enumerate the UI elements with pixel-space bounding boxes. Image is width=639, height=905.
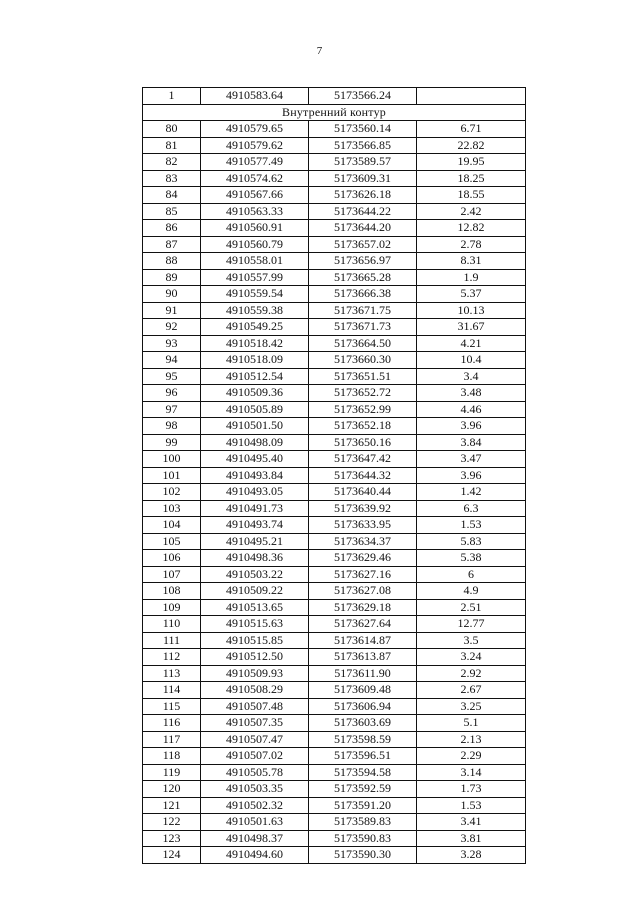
segment-length-cell: 3.48 [417, 385, 526, 402]
table-row [143, 451, 526, 468]
table-row [143, 286, 526, 303]
x-coordinate-cell: 4910501.63 [201, 814, 309, 831]
section-header-row [143, 104, 526, 121]
segment-length-cell: 2.67 [417, 682, 526, 699]
table-row [143, 797, 526, 814]
point-number-cell: 92 [143, 319, 201, 336]
table-row [143, 830, 526, 847]
y-coordinate-cell: 5173589.83 [309, 814, 417, 831]
point-number-cell: 114 [143, 682, 201, 699]
point-number-cell: 103 [143, 500, 201, 517]
table-row [143, 203, 526, 220]
table-row [143, 467, 526, 484]
table-row [143, 368, 526, 385]
point-number-cell: 94 [143, 352, 201, 369]
y-coordinate-cell: 5173590.83 [309, 830, 417, 847]
segment-length-cell: 5.1 [417, 715, 526, 732]
point-number-cell: 105 [143, 533, 201, 550]
table-row [143, 616, 526, 633]
y-coordinate-cell: 5173647.42 [309, 451, 417, 468]
segment-length-cell: 5.83 [417, 533, 526, 550]
table-row [143, 335, 526, 352]
x-coordinate-cell: 4910498.36 [201, 550, 309, 567]
segment-length-cell: 2.78 [417, 236, 526, 253]
y-coordinate-cell: 5173629.18 [309, 599, 417, 616]
table-row [143, 781, 526, 798]
point-number-cell: 100 [143, 451, 201, 468]
segment-length-cell: 1.9 [417, 269, 526, 286]
segment-length-cell: 4.46 [417, 401, 526, 418]
table-row [143, 500, 526, 517]
point-number-cell: 89 [143, 269, 201, 286]
segment-length-cell: 4.21 [417, 335, 526, 352]
x-coordinate-cell: 4910559.54 [201, 286, 309, 303]
segment-length-cell: 6.71 [417, 121, 526, 138]
y-coordinate-cell: 5173589.57 [309, 154, 417, 171]
segment-length-cell: 18.55 [417, 187, 526, 204]
table-row [143, 484, 526, 501]
table-row [143, 88, 526, 105]
x-coordinate-cell: 4910498.37 [201, 830, 309, 847]
segment-length-cell: 22.82 [417, 137, 526, 154]
point-number-cell: 81 [143, 137, 201, 154]
x-coordinate-cell: 4910574.62 [201, 170, 309, 187]
point-number-cell: 98 [143, 418, 201, 435]
y-coordinate-cell: 5173644.32 [309, 467, 417, 484]
x-coordinate-cell: 4910579.62 [201, 137, 309, 154]
y-coordinate-cell: 5173657.02 [309, 236, 417, 253]
x-coordinate-cell: 4910509.22 [201, 583, 309, 600]
point-number-cell: 87 [143, 236, 201, 253]
y-coordinate-cell: 5173633.95 [309, 517, 417, 534]
segment-length-cell: 2.92 [417, 665, 526, 682]
table-row [143, 715, 526, 732]
table-row [143, 385, 526, 402]
y-coordinate-cell: 5173652.99 [309, 401, 417, 418]
point-number-cell: 96 [143, 385, 201, 402]
table-row [143, 220, 526, 237]
x-coordinate-cell: 4910512.54 [201, 368, 309, 385]
x-coordinate-cell: 4910512.50 [201, 649, 309, 666]
y-coordinate-cell: 5173639.92 [309, 500, 417, 517]
x-coordinate-cell: 4910493.05 [201, 484, 309, 501]
point-number-cell: 121 [143, 797, 201, 814]
segment-length-cell: 3.25 [417, 698, 526, 715]
table-row [143, 352, 526, 369]
segment-length-cell: 3.24 [417, 649, 526, 666]
y-coordinate-cell: 5173609.48 [309, 682, 417, 699]
point-number-cell: 113 [143, 665, 201, 682]
segment-length-cell: 2.42 [417, 203, 526, 220]
x-coordinate-cell: 4910559.38 [201, 302, 309, 319]
x-coordinate-cell: 4910505.78 [201, 764, 309, 781]
point-number-cell: 111 [143, 632, 201, 649]
x-coordinate-cell: 4910491.73 [201, 500, 309, 517]
x-coordinate-cell: 4910577.49 [201, 154, 309, 171]
y-coordinate-cell: 5173656.97 [309, 253, 417, 270]
point-number-cell: 116 [143, 715, 201, 732]
segment-length-cell: 3.84 [417, 434, 526, 451]
x-coordinate-cell: 4910502.32 [201, 797, 309, 814]
y-coordinate-cell: 5173594.58 [309, 764, 417, 781]
x-coordinate-cell: 4910515.85 [201, 632, 309, 649]
y-coordinate-cell: 5173644.22 [309, 203, 417, 220]
point-number-cell: 99 [143, 434, 201, 451]
y-coordinate-cell: 5173665.28 [309, 269, 417, 286]
y-coordinate-cell: 5173666.38 [309, 286, 417, 303]
table-row [143, 121, 526, 138]
y-coordinate-cell: 5173614.87 [309, 632, 417, 649]
point-number-cell: 88 [143, 253, 201, 270]
segment-length-cell: 10.4 [417, 352, 526, 369]
point-number-cell: 112 [143, 649, 201, 666]
y-coordinate-cell: 5173652.72 [309, 385, 417, 402]
table-row [143, 748, 526, 765]
table-row [143, 632, 526, 649]
table-row [143, 764, 526, 781]
table-row [143, 566, 526, 583]
x-coordinate-cell: 4910518.42 [201, 335, 309, 352]
x-coordinate-cell: 4910583.64 [201, 88, 309, 105]
x-coordinate-cell: 4910495.21 [201, 533, 309, 550]
point-number-cell: 117 [143, 731, 201, 748]
x-coordinate-cell: 4910508.29 [201, 682, 309, 699]
segment-length-cell: 5.38 [417, 550, 526, 567]
point-number-cell: 108 [143, 583, 201, 600]
segment-length-cell: 2.13 [417, 731, 526, 748]
point-number-cell: 90 [143, 286, 201, 303]
y-coordinate-cell: 5173664.50 [309, 335, 417, 352]
point-number-cell: 109 [143, 599, 201, 616]
segment-length-cell: 2.51 [417, 599, 526, 616]
x-coordinate-cell: 4910509.93 [201, 665, 309, 682]
segment-length-cell: 31.67 [417, 319, 526, 336]
point-number-cell: 86 [143, 220, 201, 237]
y-coordinate-cell: 5173660.30 [309, 352, 417, 369]
point-number-cell: 91 [143, 302, 201, 319]
y-coordinate-cell: 5173596.51 [309, 748, 417, 765]
x-coordinate-cell: 4910558.01 [201, 253, 309, 270]
table-row [143, 170, 526, 187]
segment-length-cell: 4.9 [417, 583, 526, 600]
table-row [143, 682, 526, 699]
y-coordinate-cell: 5173652.18 [309, 418, 417, 435]
x-coordinate-cell: 4910515.63 [201, 616, 309, 633]
x-coordinate-cell: 4910579.65 [201, 121, 309, 138]
segment-length-cell: 19.95 [417, 154, 526, 171]
point-number-cell: 115 [143, 698, 201, 715]
x-coordinate-cell: 4910495.40 [201, 451, 309, 468]
table-row [143, 137, 526, 154]
x-coordinate-cell: 4910509.36 [201, 385, 309, 402]
point-number-cell: 93 [143, 335, 201, 352]
point-number-cell: 107 [143, 566, 201, 583]
table-row [143, 731, 526, 748]
x-coordinate-cell: 4910507.35 [201, 715, 309, 732]
x-coordinate-cell: 4910493.84 [201, 467, 309, 484]
x-coordinate-cell: 4910498.09 [201, 434, 309, 451]
y-coordinate-cell: 5173634.37 [309, 533, 417, 550]
y-coordinate-cell: 5173613.87 [309, 649, 417, 666]
segment-length-cell: 5.37 [417, 286, 526, 303]
segment-length-cell: 3.41 [417, 814, 526, 831]
point-number-cell: 97 [143, 401, 201, 418]
x-coordinate-cell: 4910507.47 [201, 731, 309, 748]
table-row [143, 583, 526, 600]
segment-length-cell [417, 88, 526, 105]
x-coordinate-cell: 4910507.02 [201, 748, 309, 765]
y-coordinate-cell: 5173651.51 [309, 368, 417, 385]
segment-length-cell: 1.73 [417, 781, 526, 798]
x-coordinate-cell: 4910501.50 [201, 418, 309, 435]
point-number-cell: 80 [143, 121, 201, 138]
point-number-cell: 120 [143, 781, 201, 798]
y-coordinate-cell: 5173626.18 [309, 187, 417, 204]
section-title: Внутренний контур [143, 104, 526, 121]
table-row [143, 847, 526, 864]
table-row [143, 187, 526, 204]
segment-length-cell: 3.5 [417, 632, 526, 649]
segment-length-cell: 1.42 [417, 484, 526, 501]
segment-length-cell: 2.29 [417, 748, 526, 765]
x-coordinate-cell: 4910557.99 [201, 269, 309, 286]
segment-length-cell: 1.53 [417, 517, 526, 534]
y-coordinate-cell: 5173627.16 [309, 566, 417, 583]
y-coordinate-cell: 5173606.94 [309, 698, 417, 715]
table-row [143, 269, 526, 286]
y-coordinate-cell: 5173627.64 [309, 616, 417, 633]
x-coordinate-cell: 4910503.22 [201, 566, 309, 583]
table-row [143, 649, 526, 666]
x-coordinate-cell: 4910560.91 [201, 220, 309, 237]
x-coordinate-cell: 4910505.89 [201, 401, 309, 418]
table-row [143, 236, 526, 253]
segment-length-cell: 1.53 [417, 797, 526, 814]
coordinates-table [142, 87, 526, 864]
x-coordinate-cell: 4910549.25 [201, 319, 309, 336]
point-number-cell: 124 [143, 847, 201, 864]
segment-length-cell: 3.96 [417, 418, 526, 435]
page-number: 7 [316, 45, 323, 57]
segment-length-cell: 12.77 [417, 616, 526, 633]
y-coordinate-cell: 5173671.75 [309, 302, 417, 319]
point-number-cell: 122 [143, 814, 201, 831]
point-number-cell: 82 [143, 154, 201, 171]
segment-length-cell: 3.96 [417, 467, 526, 484]
x-coordinate-cell: 4910494.60 [201, 847, 309, 864]
y-coordinate-cell: 5173591.20 [309, 797, 417, 814]
y-coordinate-cell: 5173629.46 [309, 550, 417, 567]
table-row [143, 533, 526, 550]
x-coordinate-cell: 4910563.33 [201, 203, 309, 220]
y-coordinate-cell: 5173603.69 [309, 715, 417, 732]
segment-length-cell: 3.14 [417, 764, 526, 781]
x-coordinate-cell: 4910493.74 [201, 517, 309, 534]
x-coordinate-cell: 4910513.65 [201, 599, 309, 616]
y-coordinate-cell: 5173627.08 [309, 583, 417, 600]
table-row [143, 401, 526, 418]
table-row [143, 319, 526, 336]
table-row [143, 302, 526, 319]
segment-length-cell: 12.82 [417, 220, 526, 237]
y-coordinate-cell: 5173640.44 [309, 484, 417, 501]
y-coordinate-cell: 5173590.30 [309, 847, 417, 864]
table-row [143, 154, 526, 171]
point-number-cell: 123 [143, 830, 201, 847]
table-row [143, 550, 526, 567]
y-coordinate-cell: 5173611.90 [309, 665, 417, 682]
y-coordinate-cell: 5173650.16 [309, 434, 417, 451]
segment-length-cell: 10.13 [417, 302, 526, 319]
point-number-cell: 110 [143, 616, 201, 633]
table-row [143, 418, 526, 435]
point-number-cell: 118 [143, 748, 201, 765]
y-coordinate-cell: 5173671.73 [309, 319, 417, 336]
point-number-cell: 1 [143, 88, 201, 105]
segment-length-cell: 3.81 [417, 830, 526, 847]
y-coordinate-cell: 5173592.59 [309, 781, 417, 798]
segment-length-cell: 18.25 [417, 170, 526, 187]
coordinates-table-body [143, 88, 526, 864]
segment-length-cell: 3.47 [417, 451, 526, 468]
point-number-cell: 84 [143, 187, 201, 204]
table-row [143, 698, 526, 715]
segment-length-cell: 3.28 [417, 847, 526, 864]
point-number-cell: 85 [143, 203, 201, 220]
point-number-cell: 106 [143, 550, 201, 567]
point-number-cell: 83 [143, 170, 201, 187]
table-row [143, 814, 526, 831]
point-number-cell: 101 [143, 467, 201, 484]
x-coordinate-cell: 4910503.35 [201, 781, 309, 798]
x-coordinate-cell: 4910567.66 [201, 187, 309, 204]
table-row [143, 599, 526, 616]
point-number-cell: 95 [143, 368, 201, 385]
y-coordinate-cell: 5173560.14 [309, 121, 417, 138]
x-coordinate-cell: 4910507.48 [201, 698, 309, 715]
y-coordinate-cell: 5173609.31 [309, 170, 417, 187]
table-row [143, 434, 526, 451]
y-coordinate-cell: 5173566.85 [309, 137, 417, 154]
y-coordinate-cell: 5173644.20 [309, 220, 417, 237]
point-number-cell: 102 [143, 484, 201, 501]
y-coordinate-cell: 5173566.24 [309, 88, 417, 105]
segment-length-cell: 3.4 [417, 368, 526, 385]
table-row [143, 665, 526, 682]
segment-length-cell: 6 [417, 566, 526, 583]
x-coordinate-cell: 4910518.09 [201, 352, 309, 369]
point-number-cell: 119 [143, 764, 201, 781]
segment-length-cell: 6.3 [417, 500, 526, 517]
table-row [143, 517, 526, 534]
y-coordinate-cell: 5173598.59 [309, 731, 417, 748]
table-row [143, 253, 526, 270]
segment-length-cell: 8.31 [417, 253, 526, 270]
point-number-cell: 104 [143, 517, 201, 534]
x-coordinate-cell: 4910560.79 [201, 236, 309, 253]
